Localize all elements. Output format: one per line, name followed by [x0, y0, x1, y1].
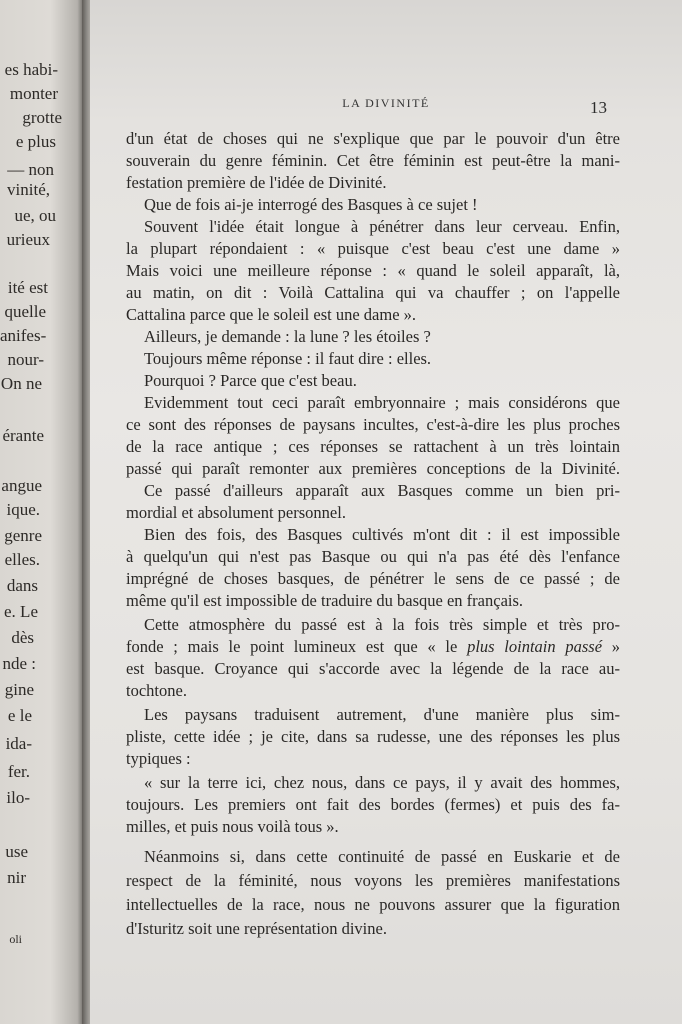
text-line: Mais voici une meilleure réponse : « quand le soleil apparaît, là,	[126, 261, 620, 280]
left-text-line: monter	[9, 84, 58, 103]
left-text-line: érante	[2, 426, 44, 445]
text-line: Ailleurs, je demande : la lune ? les étoiles ?	[144, 327, 431, 346]
left-text-line: grotte	[22, 108, 62, 127]
page-number: 13	[590, 98, 607, 117]
left-text-line: genre	[4, 526, 42, 545]
left-text-line: ida-	[5, 734, 32, 753]
text-line: respect de la féminité, nous voyons les premières manifestations	[126, 871, 620, 890]
left-text-line: vinité,	[7, 180, 50, 199]
left-text-line: anifes-	[0, 326, 47, 345]
left-text-line: angue	[1, 476, 42, 495]
text-line: intellectuelles de la race, nous ne pouvons assurer que la figuration	[126, 895, 620, 914]
text-line: « sur la terre ici, chez nous, dans ce pays, il y avait des hommes,	[144, 773, 620, 792]
text-line: la plupart répondaient : « puisque c'est beau c'est une dame »	[126, 239, 620, 258]
text-line: Néanmoins si, dans cette continuité de passé en Euskarie et de	[144, 847, 620, 866]
text-line: même qu'il est impossible de traduire du basque en français.	[126, 591, 524, 610]
text-line: à quelqu'un qui n'est pas Basque ou qui n'a pas été dès l'enfance	[126, 547, 620, 566]
text-segment: fonde ; mais le point lumineux est que « le	[126, 637, 468, 656]
left-text-line: gine	[4, 680, 34, 699]
italic-phrase: plus lointain passé	[467, 637, 603, 656]
text-line: Que de fois ai-je interrogé des Basques à ce sujet !	[144, 195, 478, 214]
left-text-line: es habi-	[4, 60, 58, 79]
left-text-line: oli	[9, 932, 22, 946]
left-text-line: urieux	[6, 230, 50, 249]
left-text-line: nour-	[7, 350, 44, 369]
text-line: ce sont des réponses de paysans incultes, c'est-à-dire les plus proches	[126, 415, 620, 434]
text-line: est basque. Croyance qui s'accorde avec la légende de la race au-	[126, 659, 620, 678]
left-text-line: ité est	[7, 278, 48, 297]
left-text-line: ique.	[6, 500, 40, 519]
text-line: d'un état de choses qui ne s'explique que par le pouvoir d'un être	[126, 129, 620, 148]
text-line: Ce passé d'ailleurs apparaît aux Basques comme un bien pri-	[144, 481, 620, 500]
text-line: imprégné de choses basques, de pénétrer le sens de ce passé ; de	[126, 569, 620, 588]
left-text-line: ue, ou	[14, 206, 56, 225]
right-page	[90, 0, 682, 1024]
left-text-line: dans	[6, 576, 38, 595]
text-line: souverain du genre féminin. Cet être féminin est peut-être la mani-	[126, 151, 620, 170]
text-line: typiques :	[126, 749, 191, 768]
text-line: Les paysans traduisent autrement, d'une manière plus sim-	[144, 705, 620, 724]
text-line-with-italic	[126, 636, 620, 658]
left-text-line: quelle	[4, 302, 46, 321]
left-text-line: elles.	[4, 550, 40, 569]
text-line: Evidemment tout ceci paraît embryonnaire ; mais considérons que	[144, 393, 620, 412]
left-text-line: fer.	[7, 762, 30, 781]
left-text-line: nir	[7, 868, 26, 887]
left-text-line: use	[5, 842, 28, 861]
text-line: tochtone.	[126, 681, 187, 700]
text-line: Toujours même réponse : il faut dire : elles.	[144, 349, 432, 368]
text-line: mordial et absolument personnel.	[126, 503, 346, 522]
text-line: d'Isturitz soit une représentation divine.	[126, 919, 387, 938]
left-text-line: — non	[7, 160, 54, 179]
left-text-line: e plus	[15, 132, 56, 151]
text-line: toujours. Les premiers ont fait des bordes (fermes) et puis des fa-	[126, 795, 620, 814]
text-line: Cette atmosphère du passé est à la fois très simple et très pro-	[144, 615, 620, 634]
text-line: passé qui paraît remonter aux premières conceptions de la Divinité.	[126, 459, 620, 478]
left-text-line: On ne	[0, 374, 42, 393]
left-text-line: dès	[11, 628, 34, 647]
text-line: de la race antique ; ces réponses se rattachent à un très lointain	[126, 437, 620, 456]
text-line: pliste, cette idée ; je cite, dans sa rudesse, une des réponses les plus	[126, 727, 620, 746]
left-text-line: nde :	[2, 654, 36, 673]
text-line: Cattalina parce que le soleil est une dame ».	[126, 305, 417, 324]
left-text-line: e. Le	[4, 602, 38, 621]
text-line: milles, et puis nous voilà tous ».	[126, 817, 339, 836]
text-segment: »	[602, 637, 621, 656]
text-line: festation première de l'idée de Divinité.	[126, 173, 387, 192]
left-page	[0, 0, 84, 1024]
text-line: Pourquoi ? Parce que c'est beau.	[144, 371, 357, 390]
text-line: au matin, on dit : Voilà Cattalina qui va chauffer ; on l'appelle	[126, 283, 620, 302]
running-head: LA DIVINITÉ	[342, 96, 430, 110]
text-line: Souvent l'idée était longue à pénétrer dans leur cerveau. Enfin,	[144, 217, 620, 236]
left-text-line: ilo-	[6, 788, 30, 807]
text-line: Bien des fois, des Basques cultivés m'ont dit : il est impossible	[144, 525, 620, 544]
left-text-line: e le	[7, 706, 32, 725]
